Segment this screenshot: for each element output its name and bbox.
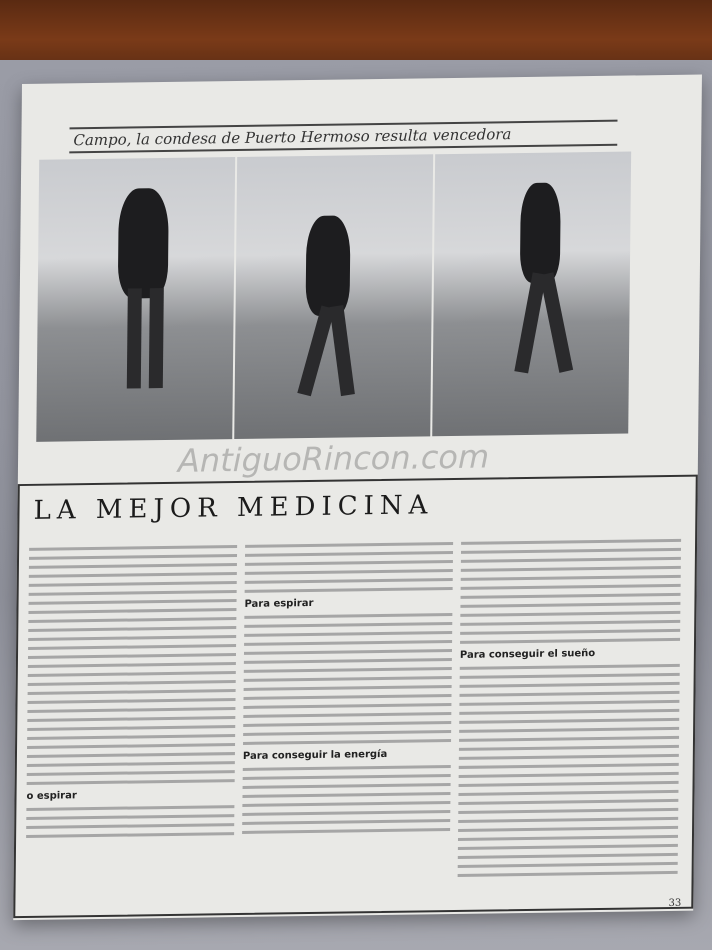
column-right bbox=[458, 539, 682, 883]
page-number: 33 bbox=[668, 897, 682, 910]
golf-photo-left bbox=[36, 157, 235, 442]
subhead-energia: Para conseguir la energía bbox=[242, 748, 388, 762]
subhead-sueno: Para conseguir el sueño bbox=[459, 648, 596, 661]
column-left bbox=[26, 545, 237, 844]
watermark-text: AntiguoRincon.com bbox=[177, 437, 490, 480]
article-title: LA MEJOR MEDICINA bbox=[33, 490, 434, 526]
article-box bbox=[13, 475, 698, 919]
subhead-espirar-left: o espirar bbox=[26, 790, 77, 802]
column-middle bbox=[242, 542, 453, 840]
magazine-page bbox=[13, 75, 702, 921]
golf-photo-right bbox=[432, 151, 631, 436]
subhead-espirar: Para espirar bbox=[244, 597, 314, 610]
article-headline: Campo, la condesa de Puerto Hermoso resulta vencedora bbox=[69, 120, 617, 154]
golf-photo-center bbox=[234, 154, 433, 439]
